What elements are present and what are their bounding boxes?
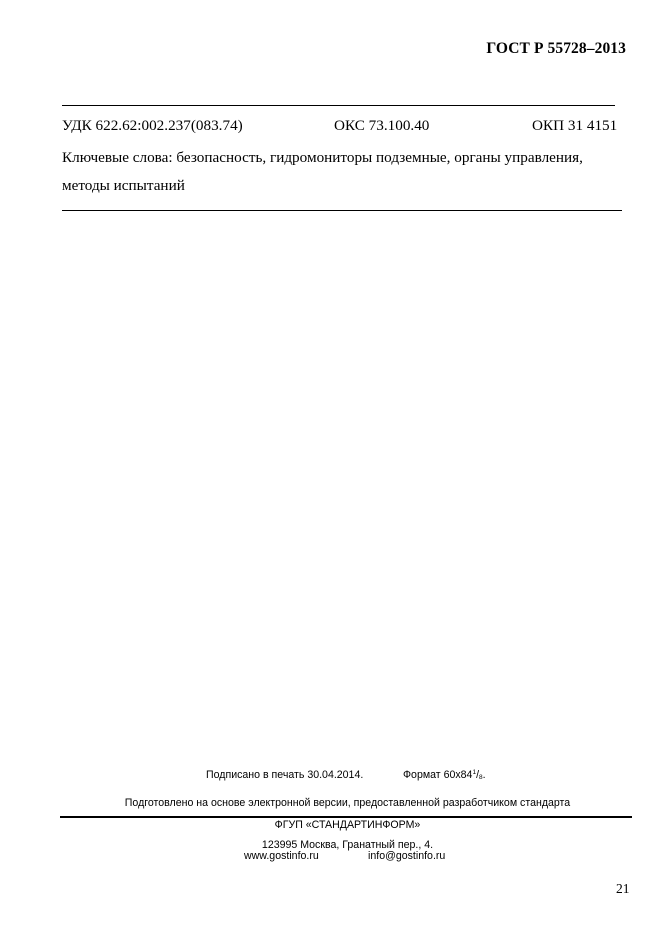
keywords-text: Ключевые слова: безопасность, гидромониторы подземные, органы управления, методы испытаний <box>62 149 583 194</box>
format-suffix: . <box>482 769 486 781</box>
website-link[interactable]: www.gostinfo.ru <box>244 850 319 862</box>
okp-code: ОКП 31 4151 <box>532 117 618 134</box>
paper-format: Формат $60х84^1/_8$. <box>403 769 486 781</box>
bottom-divider <box>62 210 622 211</box>
format-denominator: 8 <box>479 774 483 781</box>
format-numerator: 1 <box>472 769 477 776</box>
prepared-note: Подготовлено на основе электронной версии, предоставленной разработчиком стандарта <box>124 797 571 809</box>
email-link[interactable]: info@gostinfo.ru <box>368 850 446 862</box>
udk-code: УДК 622.62:002.237(083.74) <box>62 117 243 134</box>
format-prefix: Формат 60х84 <box>403 769 473 781</box>
signed-date: Подписано в печать 30.04.2014. <box>206 769 364 781</box>
imprint-divider <box>60 816 632 818</box>
publisher-name: ФГУП «СТАНДАРТИНФОРМ» <box>274 819 421 831</box>
top-divider <box>62 105 615 106</box>
page-number: 21 <box>616 881 630 896</box>
publisher-address: 123995 Москва, Гранатный пер., 4. <box>261 839 434 851</box>
document-code: ГОСТ Р 55728–2013 <box>486 40 626 57</box>
oks-code: ОКС 73.100.40 <box>334 117 430 134</box>
